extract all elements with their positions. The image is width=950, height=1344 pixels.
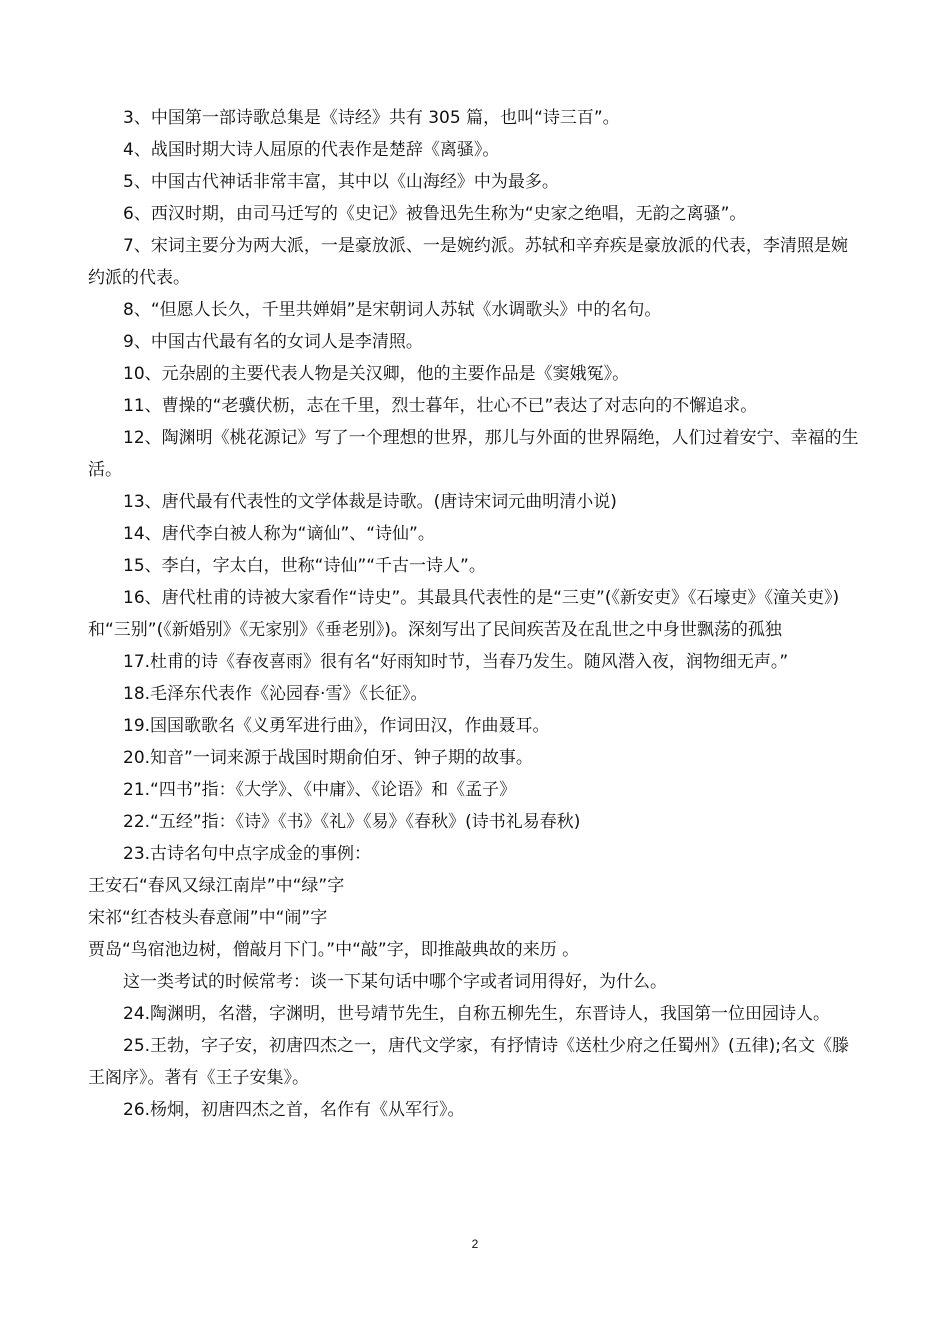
paragraph-26: 26.杨炯，初唐四杰之首，名作有《从军行》。 xyxy=(123,1100,465,1120)
example-line-wang-anshi: 王安石“春风又绿江南岸”中“绿”字 xyxy=(88,876,345,896)
example-line-song-qi: 宋祁“红杏枝头春意闹”中“闹”字 xyxy=(88,908,328,928)
paragraph-11: 11、曹操的“老骥伏枥，志在千里，烈士暮年，壮心不已”表达了对志向的不懈追求。 xyxy=(123,396,758,416)
paragraph-19: 19.国国歌歌名《义勇军进行曲》，作词田汉，作曲聂耳。 xyxy=(123,716,550,736)
paragraph-18: 18.毛泽东代表作《沁园春·雪》《长征》。 xyxy=(123,684,428,704)
page-number: 2 xyxy=(471,1237,479,1251)
paragraph-16: 16、唐代杜甫的诗被大家看作“诗史”。其最具代表性的是“三吏”(《新安吏》《石壕吏》《潼关吏》)和“三别”(《新婚别》《无家别》《垂老别》)。深刻写出了民间疾苦及在乱世之中身世飘荡的孤独 xyxy=(88,588,840,640)
paragraph-3: 3、中国第一部诗歌总集是《诗经》共有 305 篇，也叫“诗三百”。 xyxy=(123,108,620,128)
paragraph-10: 10、元杂剧的主要代表人物是关汉卿，他的主要作品是《窦娥冤》。 xyxy=(123,364,630,384)
paragraph-13: 13、唐代最有代表性的文学体裁是诗歌。(唐诗宋词元曲明清小说) xyxy=(123,492,617,512)
paragraph-7: 7、宋词主要分为两大派，一是豪放派、一是婉约派。苏轼和辛弃疾是豪放派的代表，李清照是婉约派的代表。 xyxy=(88,236,848,288)
paragraph-17: 17.杜甫的诗《春夜喜雨》很有名“好雨知时节，当春乃发生。随风潜入夜，润物细无声。” xyxy=(123,652,789,672)
paragraph-8: 8、“但愿人长久，千里共婵娟”是宋朝词人苏轼《水调歌头》中的名句。 xyxy=(123,300,662,320)
example-line-jia-dao: 贾岛“鸟宿池边树，僧敲月下门。”中“敲”字，即推敲典故的来历 。 xyxy=(88,940,580,960)
paragraph-21: 21.“四书”指：《大学》、《中庸》、《论语》和《孟子》 xyxy=(123,780,517,800)
paragraph-15: 15、李白，字太白，世称“诗仙”“千古一诗人”。 xyxy=(123,556,486,576)
paragraph-6: 6、西汉时期，由司马迁写的《史记》被鲁迅先生称为“史家之绝唱，无韵之离骚”。 xyxy=(123,204,747,224)
paragraph-4: 4、战国时期大诗人屈原的代表作是楚辞《离骚》。 xyxy=(123,140,500,160)
exam-note: 这一类考试的时候常考：谈一下某句话中哪个字或者词用得好，为什么。 xyxy=(123,972,667,992)
paragraph-23: 23.古诗名句中点字成金的事例： xyxy=(123,844,372,864)
paragraph-22: 22.“五经”指：《诗》《书》《礼》《易》《春秋》(诗书礼易春秋) xyxy=(123,812,581,832)
paragraph-5: 5、中国古代神话非常丰富，其中以《山海经》中为最多。 xyxy=(123,172,559,192)
paragraph-14: 14、唐代李白被人称为“谪仙”、“诗仙”。 xyxy=(123,524,435,544)
paragraph-20: 20.知音”一词来源于战国时期俞伯牙、钟子期的故事。 xyxy=(123,748,533,768)
paragraph-24: 24.陶渊明，名潜，字渊明，世号靖节先生，自称五柳先生，东晋诗人，我国第一位田园诗人。 xyxy=(123,1004,831,1024)
paragraph-9: 9、中国古代最有名的女词人是李清照。 xyxy=(123,332,423,352)
paragraph-12: 12、陶渊明《桃花源记》写了一个理想的世界，那儿与外面的世界隔绝，人们过着安宁、幸福的生活。 xyxy=(88,428,859,480)
document-body xyxy=(88,102,863,1126)
paragraph-25: 25.王勃，字子安，初唐四杰之一，唐代文学家，有抒情诗《送杜少府之任蜀州》(五律);名文《滕王阁序》。著有《王子安集》。 xyxy=(88,1036,850,1088)
